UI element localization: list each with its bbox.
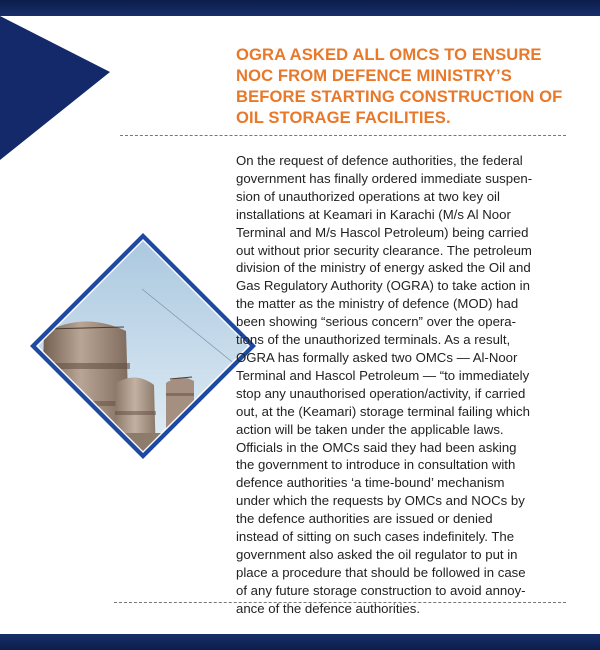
dashed-divider-bottom [114,602,566,603]
top-banner-bar [0,0,600,16]
dashed-divider-top [120,135,566,136]
corner-triangle-decoration [0,16,110,160]
bottom-banner-bar [0,634,600,650]
article-headline: OGRA ASKED ALL OMCS TO ENSURE NOC FROM DEFENCE MINISTRY’S BEFORE STARTING CONSTRUCTION OF OIL STORAGE FACILITIES. [236,45,563,127]
article-body: On the request of defence authorities, the federal government has finally ordered immediate suspen- sion of unauthorized operations at two key oil installations at Keamari in Karachi (M/s Al Noor Terminal and M/s Hascol Petroleum) being carried out without prior security clearance. The petroleum division of the ministry of energy asked the Oil and Gas Regulatory Authority (OGRA) to take action in the matter as the ministry of defence (MOD) had been showing “serious concern” over the opera- tions of the unauthorized terminals. As a result, OGRA has formally asked two OMCs — Al-Noor Terminal and Hascol Petroleum — “to immediately stop any unauthorised operation/activity, if carried out, at the (Keamari) storage terminal failing which action will be taken under the applicable laws. Officials in the OMCs said they had been asking the government to introduce in consultation with defence authorities ‘a time-bound’ mechanism under which the requests by OMCs and NOCs by the defence authorities are issued or denied instead of sitting on such cases indefinitely. The government also asked the oil regulator to put in place a procedure that should be followed in case of any future storage construction to avoid annoy- ance of the defence authorities. [236,153,533,616]
oil-storage-tank-photo [30,233,256,459]
